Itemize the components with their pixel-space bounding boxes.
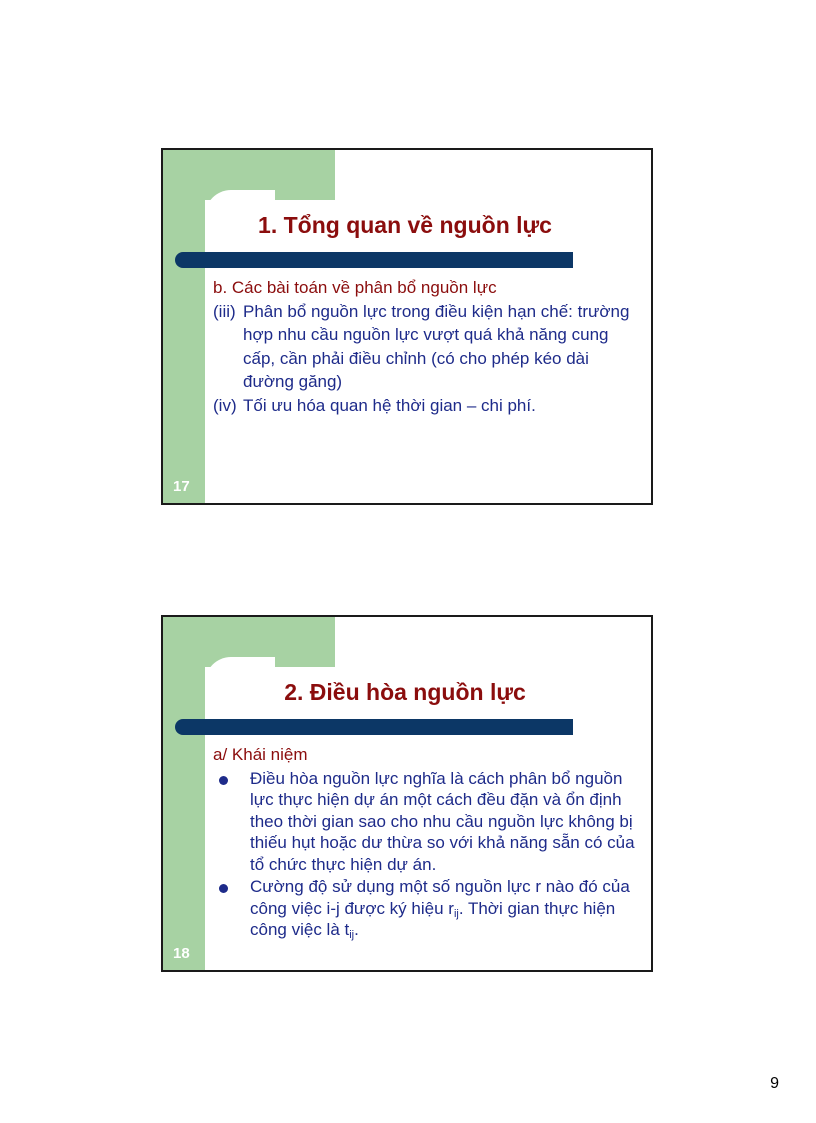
slide-subheading: b. Các bài toán về phân bổ nguồn lực bbox=[213, 278, 497, 297]
list-item-text: Tối ưu hóa quan hệ thời gian – chi phí. bbox=[243, 395, 536, 415]
list-item bbox=[213, 300, 643, 394]
slide-decoration-left bbox=[163, 617, 205, 970]
list-item-text: Phân bổ nguồn lực trong điều kiện hạn chế: trường hợp nhu cầu nguồn lực vượt quá khả năng cung cấp, cần phải điều chỉnh (có cho phép kéo dài đường găng) bbox=[243, 301, 630, 391]
slide-decoration-left bbox=[163, 150, 205, 503]
list-item bbox=[213, 394, 643, 418]
slide-title: 2. Điều hòa nguồn lực bbox=[284, 679, 526, 705]
list-item-prefix: (iv) bbox=[213, 395, 237, 415]
title-underline-bar bbox=[175, 719, 573, 735]
slide-17 bbox=[161, 148, 653, 505]
slide-title: 1. Tổng quan về nguồn lực bbox=[258, 212, 552, 238]
title-underline-bar bbox=[175, 252, 573, 268]
slide-number: 18 bbox=[173, 945, 190, 962]
bullet-item bbox=[213, 768, 643, 876]
slide-number: 17 bbox=[173, 478, 190, 495]
bullet-text-part: . bbox=[354, 920, 359, 939]
bullet-dot-icon bbox=[219, 776, 228, 785]
slide-content bbox=[213, 743, 643, 941]
slide-content bbox=[213, 276, 643, 417]
bullet-text-part: . Thời gian thực hiện công việc là t bbox=[250, 898, 616, 939]
bullet-text: Điều hòa nguồn lực nghĩa là cách phân bổ nguồn lực thực hiện dự án một cách đều đặn và ổn định theo thời gian sao cho nhu cầu nguồn lực không bị thiếu hụt hoặc dư thừa so với khả năng sẵn có của tổ chức thực hiện dự án. bbox=[250, 768, 635, 874]
page-number: 9 bbox=[770, 1075, 779, 1092]
bullet-text-part: Cường độ sử dụng một số nguồn lực r nào đó của công việc i-j được ký hiệu r bbox=[250, 877, 630, 918]
list-item-prefix: (iii) bbox=[213, 301, 236, 321]
subscript: ij bbox=[453, 907, 459, 920]
bullet-text bbox=[250, 876, 643, 941]
slide-18 bbox=[161, 615, 653, 972]
slide-subheading: a/ Khái niệm bbox=[213, 745, 308, 764]
bullet-item bbox=[213, 876, 643, 941]
bullet-dot-icon bbox=[219, 884, 228, 893]
subscript: ij bbox=[349, 929, 355, 941]
